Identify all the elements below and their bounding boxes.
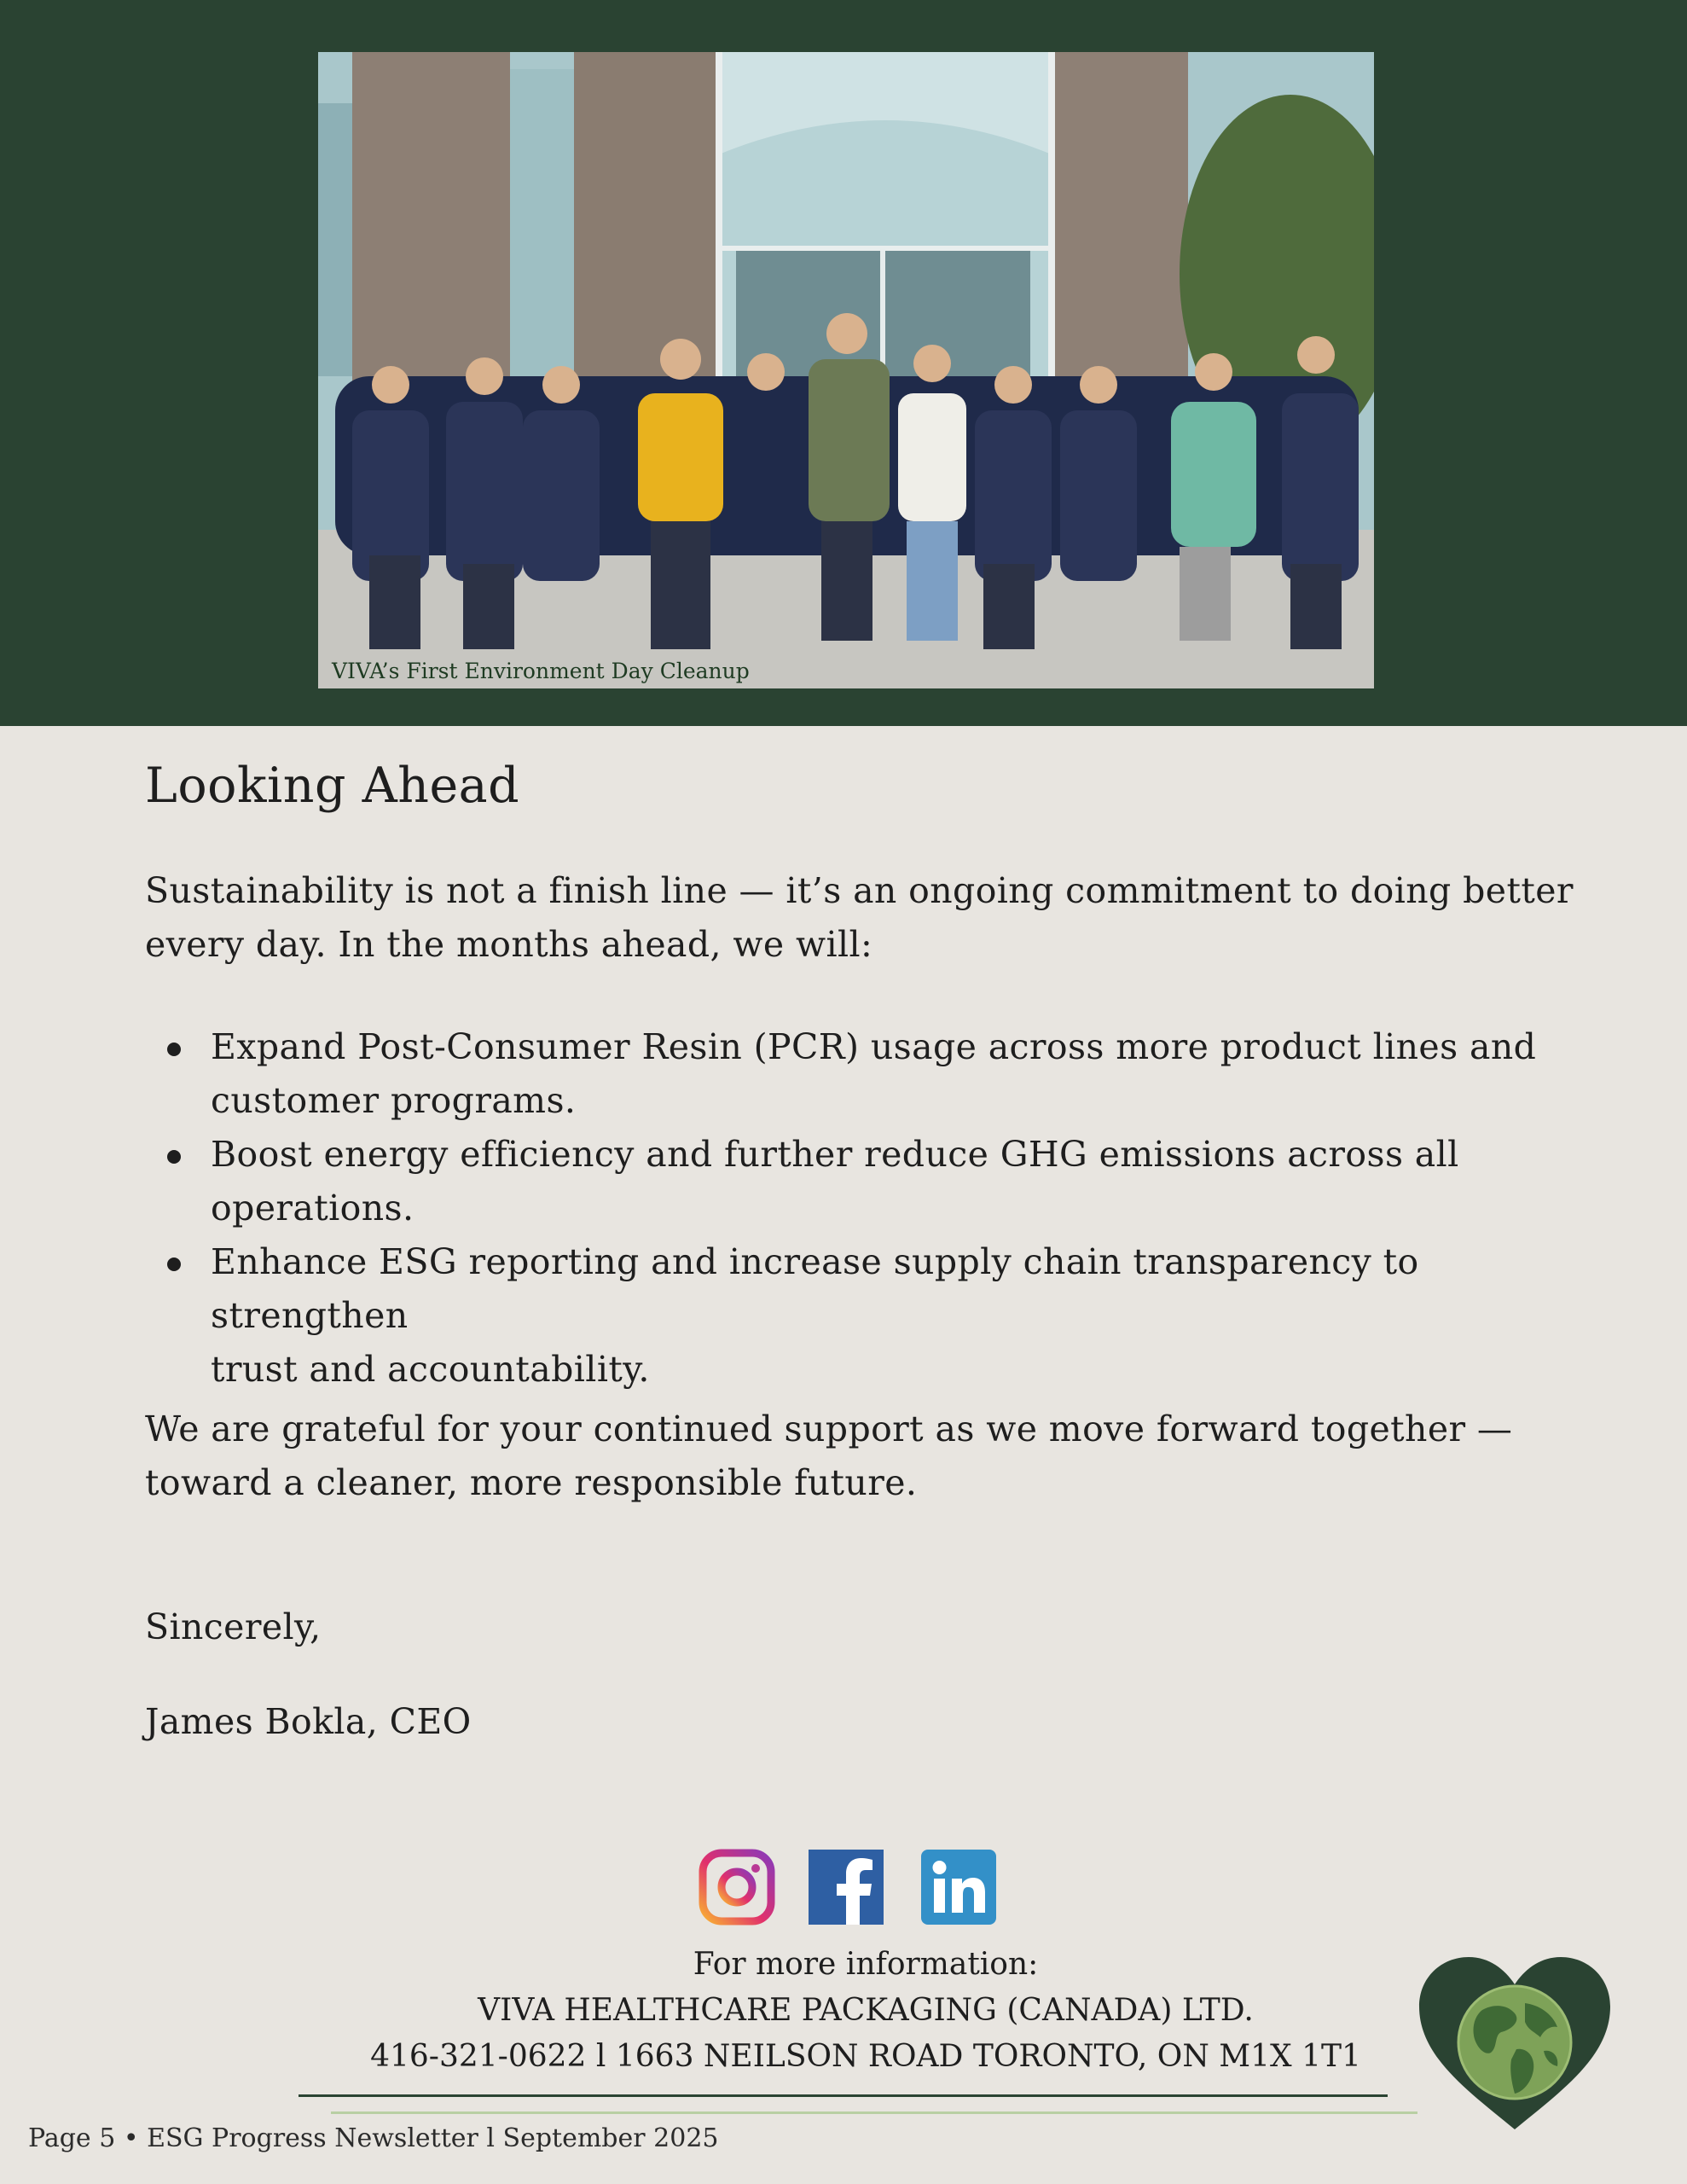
signoff: Sincerely, (145, 1606, 322, 1647)
closing-paragraph (145, 1403, 1612, 1510)
list-item-line-2: customer programs. (211, 1080, 577, 1121)
intro-line-2: every day. In the months ahead, we will: (145, 924, 873, 965)
group-photo-illustration (318, 52, 1374, 688)
footer-divider-accent (331, 2111, 1417, 2114)
company-name: VIVA HEALTHCARE PACKAGING (CANADA) LTD. (478, 1993, 1254, 2028)
intro-line-1: Sustainability is not a finish line — it’s an ongoing commitment to doing better (145, 870, 1574, 911)
contact-label: For more information: (693, 1947, 1039, 1982)
photo-caption: VIVA’s First Environment Day Cleanup (332, 659, 750, 683)
list-item-line-1: Enhance ESG reporting and increase supply chain transparency to strengthen (211, 1241, 1419, 1336)
list-item (145, 1128, 1620, 1235)
closing-line-2: toward a cleaner, more responsible future. (145, 1462, 918, 1503)
earth-heart-icon (1416, 1954, 1614, 2133)
linkedin-icon[interactable] (919, 1848, 998, 1926)
goals-list (145, 1020, 1620, 1397)
contact-details: 416-321-0622 l 1663 NEILSON ROAD TORONTO, ON M1X 1T1 (370, 2039, 1361, 2074)
list-item-line-1: Boost energy efficiency and further reduce GHG emissions across all (211, 1134, 1459, 1175)
list-item-line-2: trust and accountability. (211, 1349, 650, 1390)
signature: James Bokla, CEO (145, 1701, 472, 1742)
footer-divider (299, 2094, 1388, 2097)
instagram-icon[interactable] (698, 1848, 776, 1926)
list-item-line-1: Expand Post-Consumer Resin (PCR) usage across more product lines and (211, 1026, 1537, 1067)
closing-line-1: We are grateful for your continued support as we move forward together — (145, 1409, 1513, 1449)
group-photo (318, 52, 1374, 688)
list-item (145, 1235, 1620, 1397)
list-item-line-2: operations. (211, 1188, 415, 1228)
page-footer: Page 5 • ESG Progress Newsletter l September 2025 (28, 2123, 719, 2153)
list-item (145, 1020, 1620, 1128)
facebook-icon[interactable] (807, 1848, 885, 1926)
section-heading: Looking Ahead (145, 758, 520, 814)
intro-paragraph (145, 864, 1612, 972)
